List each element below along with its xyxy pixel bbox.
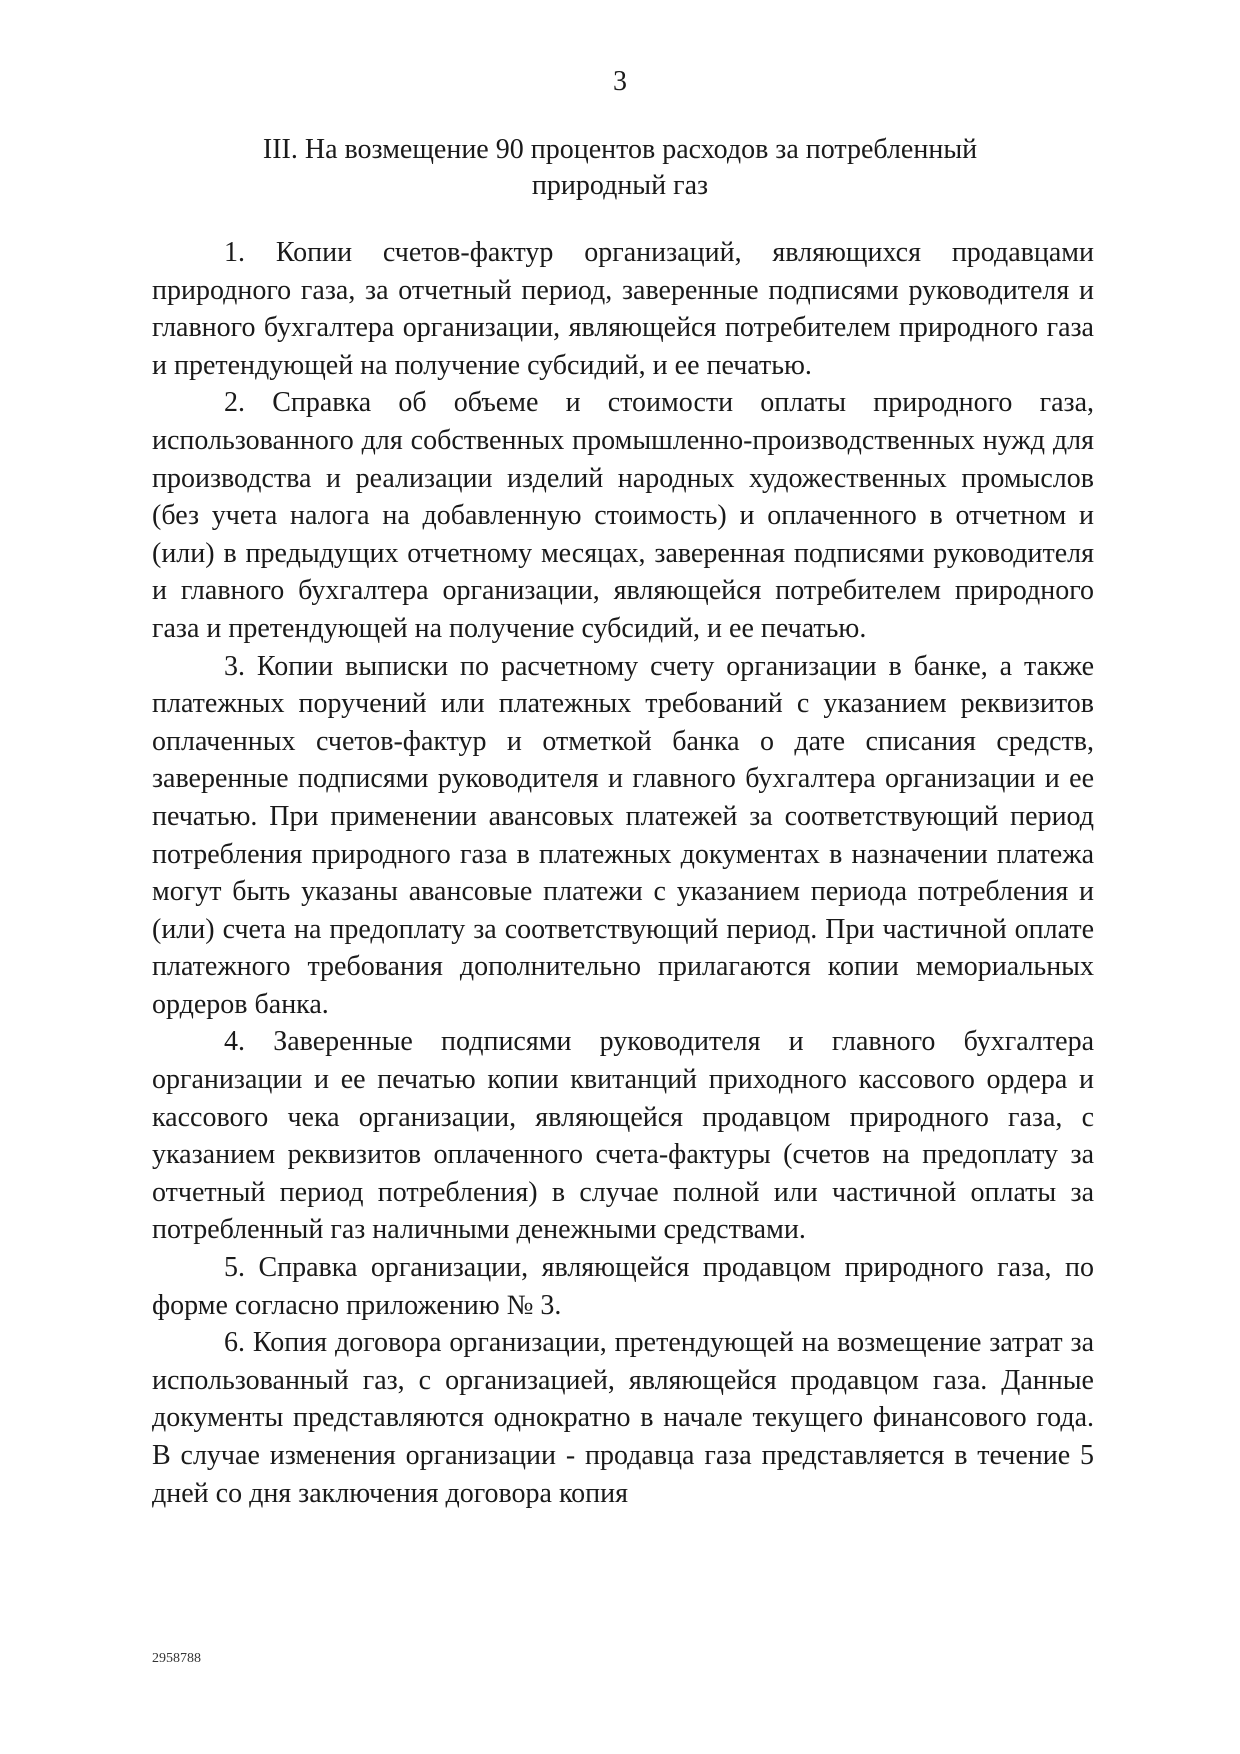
paragraph-2: 2. Справка об объеме и стоимости оплаты природного газа, использованного для собственных промышленно-производственных нужд для производства и реализации изделий народных художественных промыслов (без учета налога на добавленную стоимость) и оплаченного в отчетном и (или) в предыдущих отчетному месяцах, заверенная подписями руководителя и главного бухгалтера организации, являющейся потребителем природного газа и претендующей на получение субсидий, и ее печатью. [152,387,1094,644]
paragraph-6: 6. Копия договора организации, претендующей на возмещение затрат за использованный газ, с организацией, являющейся продавцом газа. Данные документы представляются однократно в начале текущего финансового года. В случае изменения организации - продавца газа представляется в течение 5 дней со дня заключения договора копия [152,1327,1094,1509]
document-body [152,234,1094,1512]
paragraph-4: 4. Заверенные подписями руководителя и главного бухгалтера организации и ее печатью копии квитанций приходного кассового ордера и кассового чека организации, являющейся продавцом природного газа, с указанием реквизитов оплаченного счета-фактуры (счетов на предоплату за отчетный период потребления) в случае полной или частичной оплаты за потребленный газ наличными денежными средствами. [152,1026,1094,1246]
document-id: 2958788 [152,1651,201,1666]
section-title [180,132,1060,204]
paragraph-1: 1. Копии счетов-фактур организаций, являющихся продавцами природного газа, за отчетный период, заверенные подписями руководителя и главного бухгалтера организации, являющейся потребителем природного газа и претендующей на получение субсидий, и ее печатью. [152,237,1094,381]
section-title-line-2: природный газ [531,170,709,201]
paragraph-5: 5. Справка организации, являющейся продавцом природного газа, по форме согласно приложению № 3. [152,1252,1094,1321]
page-number: 3 [613,66,627,97]
paragraph-3: 3. Копии выписки по расчетному счету организации в банке, а также платежных поручений или платежных требований с указанием реквизитов оплаченных счетов-фактур и отметкой банка о дате списания средств, заверенные подписями руководителя и главного бухгалтера организации и ее печатью. При применении авансовых платежей за соответствующий период потребления природного газа в платежных документах в назначении платежа могут быть указаны авансовые платежи с указанием периода потребления и (или) счета на предоплату за соответствующий период. При частичной оплате платежного требования дополнительно прилагаются копии мемориальных ордеров банка. [152,650,1094,1020]
section-title-line-1: III. На возмещение 90 процентов расходов за потребленный [262,134,978,165]
